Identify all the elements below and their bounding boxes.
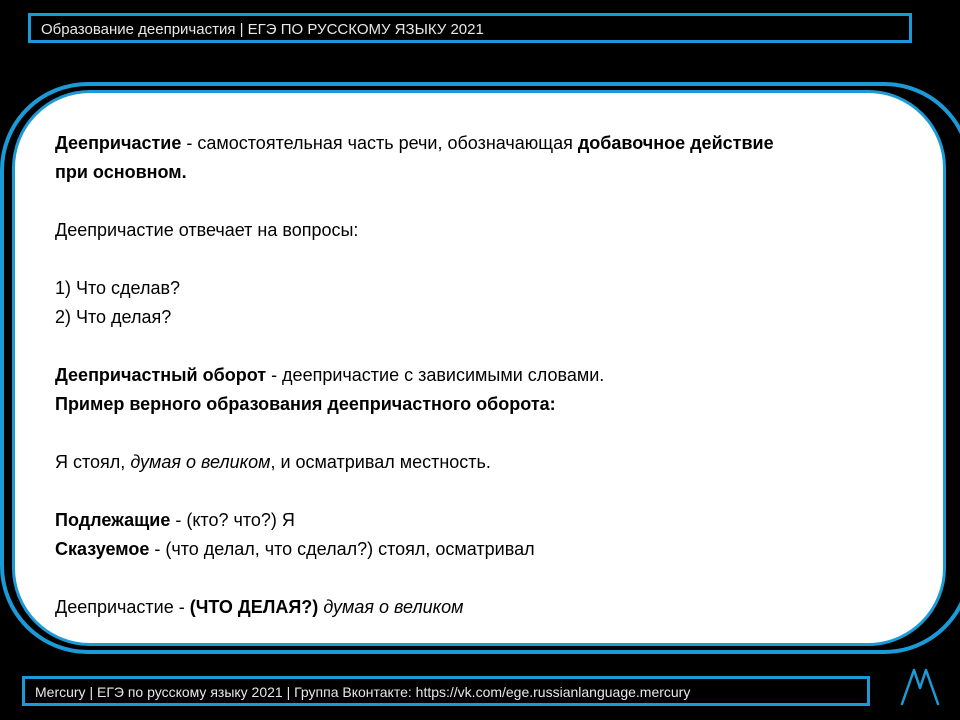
phrase-definition xyxy=(55,361,915,390)
subject-line xyxy=(55,506,915,535)
gerund-term: Деепричастие - xyxy=(55,597,190,617)
example-sentence xyxy=(55,448,915,477)
definition-text: - самостоятельная часть речи, обозначающая xyxy=(181,133,578,153)
question-1: 1) Что сделав? xyxy=(55,278,181,298)
definition-line-1 xyxy=(55,129,915,158)
definition-highlight: добавочное действие xyxy=(577,133,774,153)
definition-line-2 xyxy=(55,158,915,187)
definition-term: Деепричастие xyxy=(55,133,182,153)
phrase-term: Деепричастный оборот xyxy=(55,365,267,385)
footer-text: Mercury | ЕГЭ по русскому языку 2021 | Группа Вконтакте: https://vk.com/ege.russianlanguage.mercury xyxy=(35,684,691,700)
subject-text: - (кто? что?) Я xyxy=(170,510,295,530)
gerund-example: думая о великом xyxy=(323,597,464,617)
page-title: Образование деепричастия | ЕГЭ ПО РУССКОМУ ЯЗЫКУ 2021 xyxy=(41,21,484,38)
title-bar xyxy=(28,13,912,43)
phrase-text: - деепричастие с зависимыми словами. xyxy=(266,365,605,385)
example-part-b: , и осматривал местность. xyxy=(270,452,491,472)
subject-term: Подлежащие xyxy=(55,510,171,530)
example-heading-text: Пример верного образования деепричастного оборота: xyxy=(55,394,556,414)
predicate-text: - (что делал, что сделал?) стоял, осматривал xyxy=(149,539,535,559)
gerund-question: (ЧТО ДЕЛАЯ?) xyxy=(189,597,319,617)
example-part-a: Я стоял, xyxy=(55,452,131,472)
footer-bar xyxy=(22,676,870,706)
example-gerund-phrase: думая о великом xyxy=(130,452,271,472)
example-heading xyxy=(55,390,915,419)
definition-line-2-text: при основном. xyxy=(55,162,187,182)
content-card xyxy=(12,90,946,646)
content-text xyxy=(55,129,915,622)
gerund-line xyxy=(55,593,915,622)
predicate-term: Сказуемое xyxy=(55,539,150,559)
question-2: 2) Что делая? xyxy=(55,307,172,327)
questions-intro: Деепричастие отвечает на вопросы: xyxy=(55,220,359,240)
m-logo-icon xyxy=(898,664,942,708)
predicate-line xyxy=(55,535,915,564)
